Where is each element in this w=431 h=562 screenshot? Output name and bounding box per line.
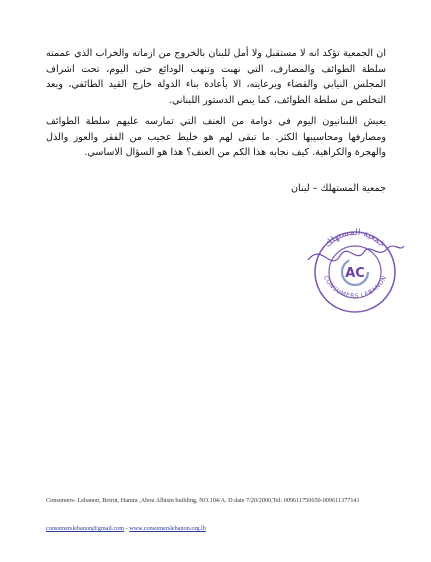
seal-initials: AC: [345, 266, 365, 281]
paragraph-2: يعيش اللبنانيون اليوم في دوامة من العنف التي تمارسه عليهم سلطة الطوائف ومصارفها ومحاسيبها الكثر. ما تبقى لهم هو خليط عجيب من الفقر والعوز والذل والهجرة والكراهية. كيف نجابه هذا الكم من العنف؟ هذا هو السؤال الاساسي.: [46, 116, 386, 158]
link-separator: -: [125, 525, 130, 532]
footer-address: Consumers- Lebanon, Beirut, Hamra ,Abou Alhisin building, NO.104/A. D date 7/20/2000,Tel: 009611750650-009611377141: [46, 497, 360, 504]
organization-seal-icon: [300, 212, 410, 318]
seal-latin-text: CONSUMERS LEBANON: [321, 274, 389, 300]
email-link[interactable]: consumerslebanon@gmail.com: [46, 525, 125, 532]
seal-arabic-text: جمعية المستهلك: [323, 227, 388, 250]
footer-links: [46, 525, 206, 532]
website-link[interactable]: www.consumerslebanon.org.lb: [129, 525, 206, 532]
signature-text: جمعية المستهلك – لبنان: [290, 183, 386, 194]
paragraph-1: ان الجمعية تؤكد انه لا مستقبل ولا أمل للبنان بالخروج من ازماته والخراب الذي عممته سلطة الطوائف والمصارف، التي نهبت وتنهب الودائع حتى اليوم، تحت اشراف المجلس النيابي والقضاء وبرعايته، الا بأعادة بناء الدولة خارج القيد الطائفي، وبعد التخلص من سلطة الطوائف، كما ينص الدستور اللبناني.: [46, 48, 386, 106]
